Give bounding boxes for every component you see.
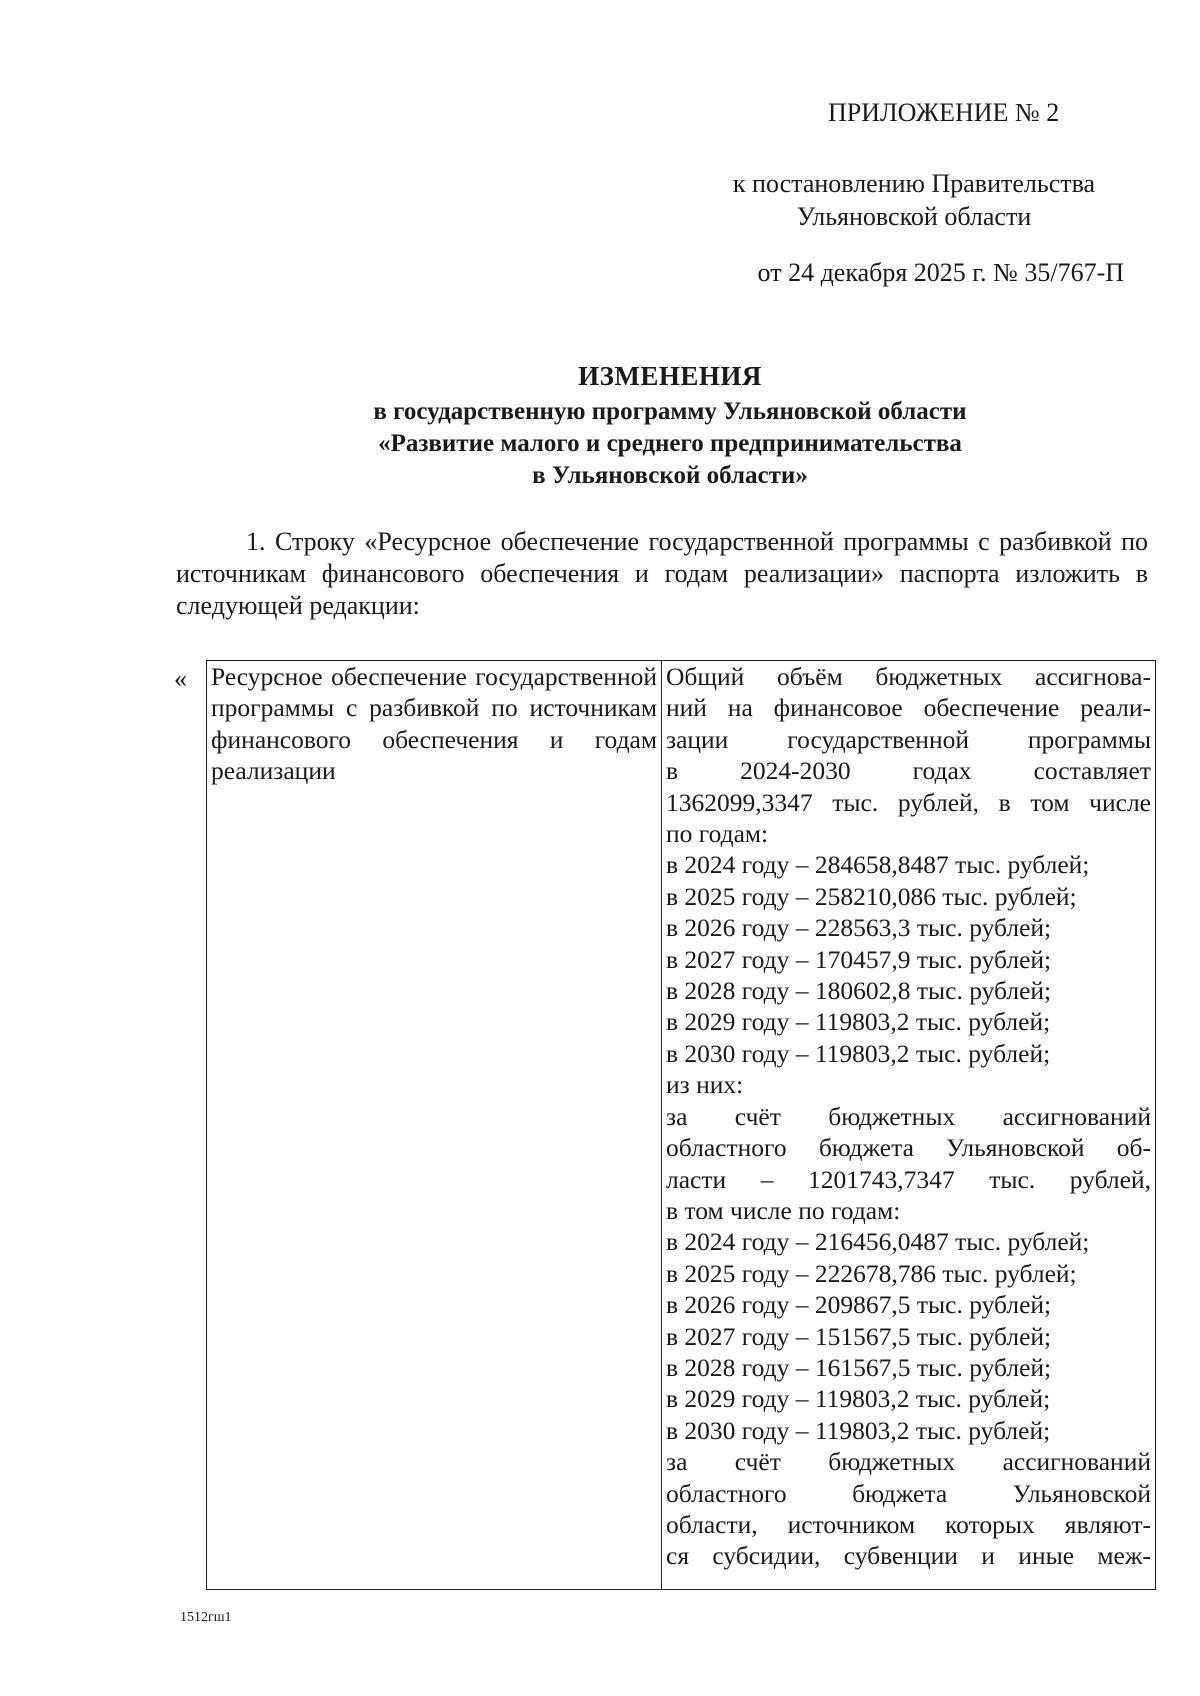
value-block-years-regional xyxy=(666,1195,1151,1446)
value-line: в 2024 году – 284658,8487 тыс. рублей; xyxy=(666,850,1090,880)
value-line: в 2027 году – 151567,5 тыс. рублей; xyxy=(666,1321,1052,1351)
value-line: в 2030 году – 119803,2 тыс. рублей; xyxy=(666,1038,1051,1068)
open-quote: « xyxy=(174,664,187,693)
value-line: ласти – 1201743,7347 тыс. рублей, xyxy=(666,1164,1151,1194)
value-line: в 2030 году – 119803,2 тыс. рублей; xyxy=(666,1415,1051,1445)
value-line: в 2024 году – 216456,0487 тыс. рублей; xyxy=(666,1227,1090,1257)
value-line: ся субсидии, субвенции и иные меж- xyxy=(666,1541,1151,1571)
value-line: ний на финансовое обеспечение реали- xyxy=(666,693,1151,723)
value-line: областного бюджета Ульяновской xyxy=(666,1478,1151,1508)
document-heading xyxy=(250,360,1090,492)
value-line: за счёт бюджетных ассигнований xyxy=(666,1447,1151,1477)
value-line: в 2028 году – 161567,5 тыс. рублей; xyxy=(666,1352,1052,1382)
value-line: в 2024-2030 годах составляет xyxy=(666,756,1151,786)
value-line: зации государственной программы xyxy=(666,724,1151,754)
value-line: областного бюджета Ульяновской об- xyxy=(666,1133,1151,1163)
value-line: в 2026 году – 209867,5 тыс. рублей; xyxy=(666,1290,1052,1320)
table-cell-value xyxy=(662,661,1156,1590)
heading-title: ИЗМЕНЕНИЯ xyxy=(578,361,762,391)
value-line: в 2025 году – 258210,086 тыс. рублей; xyxy=(666,881,1077,911)
value-block-regional xyxy=(666,1101,1151,1195)
appendix-title: ПРИЛОЖЕНИЕ № 2 xyxy=(828,98,1060,127)
value-line: Общий объём бюджетных ассигнова- xyxy=(666,662,1151,691)
value-line: в том числе по годам: xyxy=(666,1195,901,1225)
table-row xyxy=(207,661,1156,1590)
value-line: в 2025 году – 222678,786 тыс. рублей; xyxy=(666,1258,1077,1288)
value-line: по годам: xyxy=(666,819,769,849)
heading-line-1: в государственную программу Ульяновской области xyxy=(373,398,967,425)
value-line: в 2029 году – 119803,2 тыс. рублей; xyxy=(666,1384,1051,1414)
heading-line-2: «Развитие малого и среднего предпринимательства xyxy=(378,430,962,457)
value-block-subsidies xyxy=(666,1446,1151,1572)
value-block-years-total xyxy=(666,818,1151,1101)
appendix-reference-line-2: Ульяновской области xyxy=(796,202,1032,231)
value-line: в 2028 году – 180602,8 тыс. рублей; xyxy=(666,976,1052,1006)
value-line: области, источником которых являют- xyxy=(666,1509,1151,1539)
appendix-reference xyxy=(704,167,1124,233)
value-block-total xyxy=(666,661,1151,818)
appendix-reference-line-1: к постановлению Правительства xyxy=(732,169,1096,198)
heading-line-3: в Ульяновской области» xyxy=(532,462,808,489)
value-line: за счёт бюджетных ассигнований xyxy=(666,1101,1151,1131)
intro-paragraph: 1. Строку «Ресурсное обеспечение государственной программы с разбивкой по источникам финансового обеспечения и годам реализации» паспорта изложить в следующей редакции: xyxy=(176,527,1148,620)
document-code: 1512гш1 xyxy=(180,1610,232,1625)
value-line: в 2026 году – 228563,3 тыс. рублей; xyxy=(666,913,1052,943)
appendix-date: от 24 декабря 2025 г. № 35/767-П xyxy=(757,258,1124,287)
table-cell-label: Ресурсное обеспечение государственной программы с разбивкой по источникам финансового обеспечения и годам реализации xyxy=(207,661,662,1590)
value-line: в 2027 году – 170457,9 тыс. рублей; xyxy=(666,944,1052,974)
resource-table xyxy=(206,660,1156,1590)
value-line: в 2029 году – 119803,2 тыс. рублей; xyxy=(666,1007,1051,1037)
value-line: из них: xyxy=(666,1070,744,1100)
value-line: 1362099,3347 тыс. рублей, в том числе xyxy=(666,787,1151,817)
